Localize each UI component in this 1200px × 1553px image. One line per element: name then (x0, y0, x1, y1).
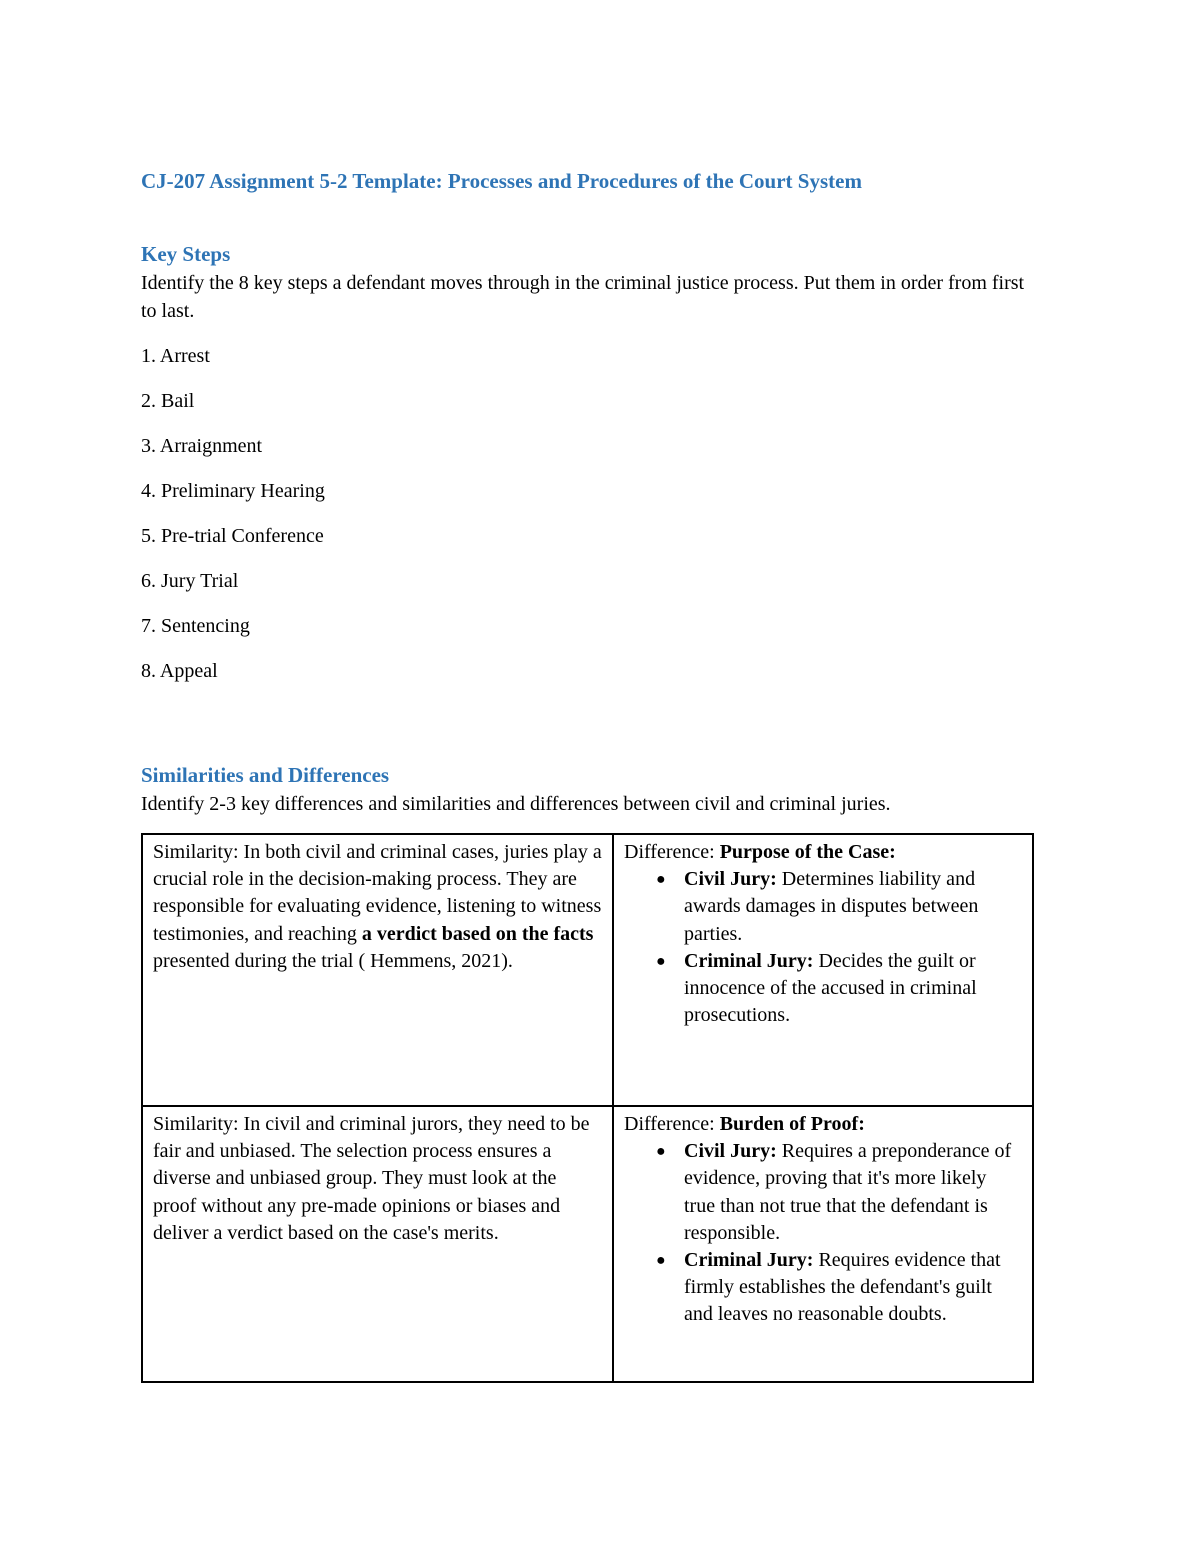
table-row (142, 834, 1033, 1106)
step-item: 6. Jury Trial (141, 570, 239, 592)
difference-cell (613, 834, 1033, 1106)
similarity-bold-text: a verdict based on the facts (361, 922, 594, 945)
key-steps-heading: Key Steps (141, 242, 231, 266)
step-item: 4. Preliminary Hearing (141, 480, 325, 502)
bullet-icon: ● (656, 952, 666, 970)
difference-list (624, 1138, 1022, 1328)
bullet-icon: ● (656, 1143, 666, 1161)
similarity-text: Similarity: In civil and criminal jurors, they need to be fair and unbiased. The selection process ensures a diverse and unbiased group. They must look at the proof without any pre-made opinions or biases and deliver a verdict based on the case's merits. (153, 1113, 590, 1244)
key-steps-instructions: Identify the 8 key steps a defendant moves through in the criminal justice process. Put them in order from first to last. (141, 272, 1025, 322)
difference-cell (613, 1106, 1033, 1382)
difference-title: Burden of Proof: (719, 1113, 865, 1135)
document-page (141, 166, 1036, 1383)
bullet-icon: ● (656, 1252, 666, 1270)
list-item (656, 948, 1022, 1030)
difference-list (624, 866, 1022, 1029)
difference-title-line (624, 1111, 1022, 1138)
difference-text: Decides the guilt or innocence of the accused in criminal prosecutions. (684, 949, 977, 1027)
similarity-cell (142, 834, 613, 1106)
list-item (656, 1138, 1022, 1247)
step-item: 8. Appeal (141, 660, 218, 682)
table-row (142, 1106, 1033, 1382)
difference-text: Determines liability and awards damages in disputes between parties. (684, 868, 979, 945)
comparison-table (141, 833, 1034, 1383)
similarity-text-after: presented during the trial ( Hemmens, 2021). (153, 949, 513, 972)
difference-title: Purpose of the Case: (719, 841, 896, 863)
similarity-text: Similarity: In both civil and criminal cases, juries play a crucial role in the decision-making process. They are responsible for evaluating evidence, listening to witness testimonies, and reaching (153, 841, 602, 945)
step-item: 3. Arraignment (141, 435, 263, 457)
list-item (656, 1247, 1022, 1329)
difference-label: Civil Jury: (684, 1140, 777, 1163)
difference-label: Criminal Jury: (684, 949, 814, 972)
step-item: 1. Arrest (141, 345, 210, 367)
list-item (656, 866, 1022, 948)
difference-prefix: Difference: (624, 1113, 720, 1135)
difference-label: Civil Jury: (684, 868, 777, 891)
difference-text: Requires evidence that firmly establishes the defendant's guilt and leaves no reasonable doubts. (684, 1249, 1001, 1326)
difference-label: Criminal Jury: (684, 1249, 814, 1272)
difference-text: Requires a preponderance of evidence, proving that it's more likely true than not true that the defendant is responsible. (684, 1140, 1012, 1244)
document-title: CJ-207 Assignment 5-2 Template: Processes and Procedures of the Court System (141, 169, 862, 193)
bullet-icon: ● (656, 871, 666, 889)
similarity-cell (142, 1106, 613, 1382)
step-item: 7. Sentencing (141, 615, 250, 637)
difference-title-line (624, 839, 1022, 866)
difference-prefix: Difference: (624, 841, 720, 863)
similarities-instructions: Identify 2-3 key differences and similarities and differences between civil and criminal juries. (141, 793, 891, 815)
similarities-heading: Similarities and Differences (141, 763, 390, 787)
key-steps-list (141, 342, 1036, 702)
step-item: 5. Pre-trial Conference (141, 525, 324, 547)
step-item: 2. Bail (141, 390, 195, 412)
